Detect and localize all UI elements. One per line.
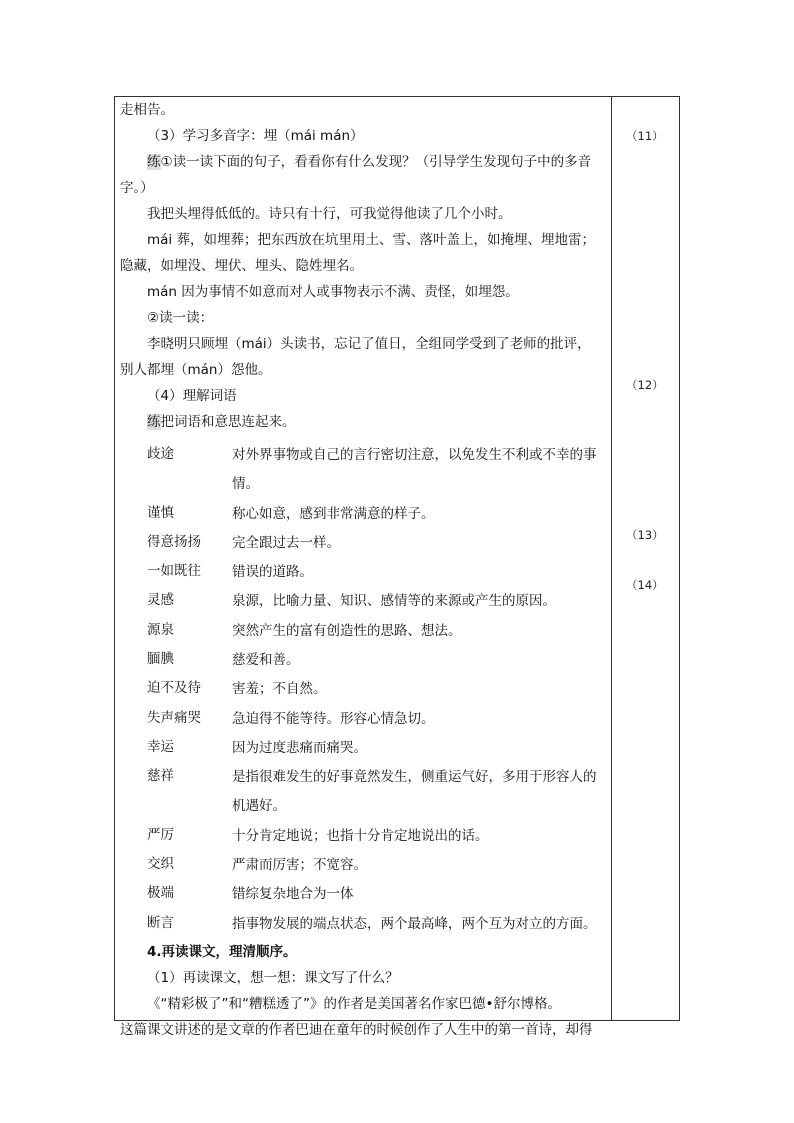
summary-line: 这篇课文讲述的是文章的作者巴迪在童年的时候创作了人生中的第一首诗，却得 bbox=[120, 1022, 593, 1039]
vocab-term: 极端 bbox=[147, 885, 174, 902]
vocab-term: 一如既往 bbox=[147, 563, 201, 580]
vocab-term: 迫不及待 bbox=[147, 680, 201, 697]
vocab-row bbox=[120, 587, 608, 616]
vocab-term: 严厉 bbox=[147, 826, 174, 843]
practice-mark: 练 bbox=[147, 414, 161, 430]
vocab-definition: 突然产生的富有创造性的思路、想法。 bbox=[232, 622, 462, 639]
text-line: 隐藏，如埋没、埋伏、埋头、隐姓埋名。 bbox=[120, 258, 363, 274]
step-marker: （14） bbox=[626, 578, 664, 592]
vocab-definition: 完全跟过去一样。 bbox=[232, 534, 340, 551]
exercise-prompt: 练①读一读下面的句子，看看你有什么发现？（引导学生发现句子中的多音 bbox=[147, 154, 592, 170]
example-sentence: 我把头埋得低低的。诗只有十行，可我觉得他读了几个小时。 bbox=[147, 206, 512, 222]
vocab-row bbox=[120, 851, 608, 880]
vocab-definition: 泉源，比喻力量、知识、感情等的来源或产生的原因。 bbox=[232, 593, 556, 610]
mai-meaning: mái 葬，如埋葬；把东西放在坑里用土、雪、落叶盖上，如掩埋、埋地雷； bbox=[147, 232, 595, 248]
man-meaning: mán 因为事情不如意而对人或事物表示不满、责怪，如埋怨。 bbox=[147, 284, 519, 300]
vocab-term: 灵感 bbox=[147, 592, 174, 609]
vocab-term: 交织 bbox=[147, 856, 174, 873]
step-marker: （11） bbox=[626, 129, 664, 143]
vocab-definition: 称心如意，感到非常满意的样子。 bbox=[232, 505, 435, 522]
question-1: （1）再读课文，想一想：课文写了什么？ bbox=[147, 970, 399, 987]
vocab-row bbox=[120, 675, 608, 704]
section-4-heading: 4.再读课文，理清顺序。 bbox=[147, 944, 297, 961]
polyphone-heading: （3）学习多音字：埋（mái mán） bbox=[147, 128, 364, 144]
vocab-term: 断言 bbox=[147, 914, 174, 931]
vocab-row bbox=[120, 880, 608, 909]
text-line: 别人都埋（mán）怨他。 bbox=[120, 362, 272, 378]
vocab-row bbox=[120, 646, 608, 675]
vocab-row bbox=[120, 763, 608, 822]
vocab-definition: 十分肯定地说；也指十分肯定地说出的话。 bbox=[232, 827, 489, 844]
lesson-table bbox=[114, 96, 680, 1039]
text-line: 字。） bbox=[120, 180, 154, 196]
vocab-term: 得意扬扬 bbox=[147, 533, 201, 550]
vocab-row bbox=[120, 558, 608, 587]
vocab-definition: 因为过度悲痛而痛哭。 bbox=[232, 739, 367, 756]
vocab-definition: 严肃而厉害；不宽容。 bbox=[232, 857, 367, 874]
text-line: 走相告。 bbox=[120, 102, 174, 118]
vocab-row bbox=[120, 910, 608, 939]
vocab-term: 源泉 bbox=[147, 621, 174, 638]
reading-sentence: 李晓明只顾埋（mái）头读书，忘记了值日，全组同学受到了老师的批评， bbox=[147, 336, 591, 352]
vocab-term: 失声痛哭 bbox=[147, 709, 201, 726]
vocab-prompt: 练把词语和意思连起来。 bbox=[147, 414, 296, 430]
read-prompt: ②读一读： bbox=[147, 310, 214, 326]
vocab-row bbox=[120, 500, 608, 529]
vocab-term: 腼腆 bbox=[147, 651, 174, 668]
vocab-row bbox=[120, 734, 608, 763]
lesson-content bbox=[120, 97, 608, 1043]
vocab-definition: 错综复杂地合为一体 bbox=[232, 886, 354, 903]
step-marker: （13） bbox=[626, 528, 664, 542]
vocab-definition: 错误的道路。 bbox=[232, 564, 313, 581]
vocab-term: 谨慎 bbox=[147, 504, 174, 521]
vocab-heading: （4）理解词语 bbox=[147, 388, 237, 404]
step-marker: （12） bbox=[626, 378, 664, 392]
vocab-definition: 急迫得不能等待。形容心情急切。 bbox=[232, 710, 435, 727]
summary-line: 《“精彩极了”和“糟糕透了”》的作者是美国著名作家巴德•舒尔博格。 bbox=[147, 996, 561, 1013]
vocab-definition: 指事物发展的端点状态，两个最高峰，两个互为对立的方面。 bbox=[232, 915, 597, 932]
vocab-row bbox=[120, 529, 608, 558]
vocab-term: 歧途 bbox=[147, 446, 174, 462]
vocab-term: 幸运 bbox=[147, 738, 174, 755]
vocab-row bbox=[120, 617, 608, 646]
vocab-term: 慈祥 bbox=[147, 768, 174, 785]
vocab-definition: 慈爱和善。 bbox=[232, 652, 300, 669]
vocab-row bbox=[120, 705, 608, 734]
vocab-definition: 是指很难发生的好事竟然发生，侧重运气好，多用于形容人的机遇好。 bbox=[232, 769, 597, 815]
vocab-definition: 对外界事物或自己的言行密切注意，以免发生不利或不幸的事情。 bbox=[232, 447, 597, 492]
vocab-definition: 害羞；不自然。 bbox=[232, 681, 327, 698]
practice-mark: 练 bbox=[147, 154, 161, 170]
column-divider bbox=[611, 97, 612, 1020]
vocab-row bbox=[120, 822, 608, 851]
vocab-row bbox=[120, 441, 608, 500]
